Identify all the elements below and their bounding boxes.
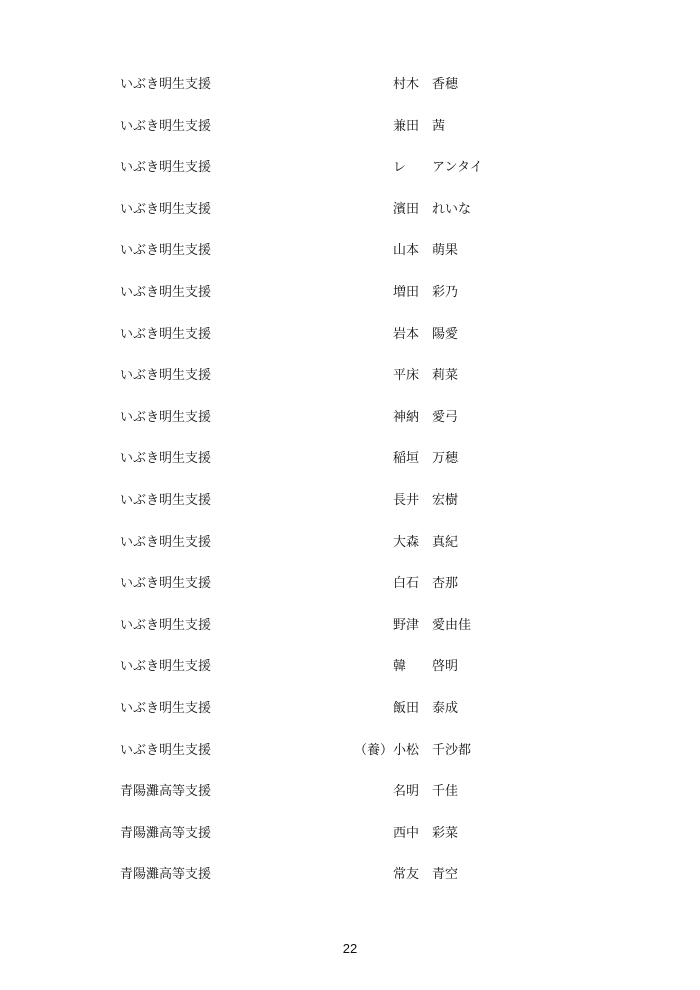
school-name: いぶき明生支援 xyxy=(120,576,212,592)
list-item xyxy=(0,656,700,698)
list-item xyxy=(0,532,700,574)
student-surname: 白石 xyxy=(393,576,420,592)
student-given-name: 万穂 xyxy=(432,451,459,467)
school-name: いぶき明生支援 xyxy=(120,368,212,384)
school-name: いぶき明生支援 xyxy=(120,160,212,176)
school-name: いぶき明生支援 xyxy=(120,617,212,633)
school-name: いぶき明生支援 xyxy=(120,742,212,758)
student-given-name: 杏那 xyxy=(432,576,459,592)
student-surname: 韓 xyxy=(393,659,407,675)
list-item xyxy=(0,781,700,823)
page-number: 22 xyxy=(342,941,358,956)
student-surname: 飯田 xyxy=(393,700,420,716)
student-given-name: 千沙都 xyxy=(432,742,472,758)
school-name: いぶき明生支援 xyxy=(120,284,212,300)
student-given-name: 宏樹 xyxy=(432,492,459,508)
school-name: 青陽灘高等支援 xyxy=(120,825,212,841)
school-name: いぶき明生支援 xyxy=(120,326,212,342)
school-name: 青陽灘高等支援 xyxy=(120,784,212,800)
list-item xyxy=(0,116,700,158)
list-item xyxy=(0,740,700,782)
school-name: いぶき明生支援 xyxy=(120,534,212,550)
student-surname: レ xyxy=(393,160,407,176)
school-name: いぶき明生支援 xyxy=(120,409,212,425)
student-given-name: 彩乃 xyxy=(432,284,459,300)
list-item xyxy=(0,615,700,657)
school-name: いぶき明生支援 xyxy=(120,451,212,467)
school-name: いぶき明生支援 xyxy=(120,243,212,259)
student-surname: 野津 xyxy=(393,617,420,633)
student-surname: 山本 xyxy=(393,243,420,259)
school-name: 青陽灘高等支援 xyxy=(120,867,212,883)
entry-list xyxy=(0,74,700,906)
school-name: いぶき明生支援 xyxy=(120,659,212,675)
list-item xyxy=(0,74,700,116)
student-surname: 平床 xyxy=(393,368,420,384)
student-surname: 常友 xyxy=(393,867,420,883)
list-item xyxy=(0,448,700,490)
student-surname: 兼田 xyxy=(393,118,420,134)
school-name: いぶき明生支援 xyxy=(120,118,212,134)
student-given-name: 彩菜 xyxy=(432,825,459,841)
student-surname: 岩本 xyxy=(393,326,420,342)
school-name: いぶき明生支援 xyxy=(120,77,212,92)
list-item xyxy=(0,864,700,906)
student-given-name: 啓明 xyxy=(432,659,459,675)
list-item xyxy=(0,698,700,740)
student-given-name: 青空 xyxy=(432,867,459,883)
student-given-name: 香穂 xyxy=(432,77,459,92)
list-item xyxy=(0,490,700,532)
student-given-name: 茜 xyxy=(432,118,446,134)
student-given-name: 萌果 xyxy=(432,243,459,259)
student-surname: 大森 xyxy=(393,534,420,550)
student-given-name: れいな xyxy=(432,201,472,217)
student-given-name: 真紀 xyxy=(432,534,459,550)
student-given-name: 愛由佳 xyxy=(432,617,472,633)
student-surname: 増田 xyxy=(393,284,420,300)
list-item xyxy=(0,240,700,282)
student-surname: 濱田 xyxy=(393,201,420,217)
list-item xyxy=(0,157,700,199)
list-item xyxy=(0,407,700,449)
list-item xyxy=(0,365,700,407)
student-given-name: アンタイ xyxy=(432,160,483,176)
student-surname: 長井 xyxy=(393,492,420,508)
school-name: いぶき明生支援 xyxy=(120,492,212,508)
student-surname: 稲垣 xyxy=(393,451,420,467)
entry-mark: （養） xyxy=(354,742,394,758)
student-surname: 村木 xyxy=(393,77,420,92)
student-given-name: 泰成 xyxy=(432,700,459,716)
student-surname: 名明 xyxy=(393,784,420,800)
student-given-name: 愛弓 xyxy=(432,409,459,425)
list-item xyxy=(0,573,700,615)
list-item xyxy=(0,823,700,865)
list-item xyxy=(0,324,700,366)
student-given-name: 莉菜 xyxy=(432,368,459,384)
student-given-name: 陽愛 xyxy=(432,326,459,342)
student-surname: 西中 xyxy=(393,825,420,841)
list-item xyxy=(0,282,700,324)
list-item xyxy=(0,199,700,241)
student-surname: 小松 xyxy=(393,742,420,758)
student-surname: 神納 xyxy=(393,409,420,425)
student-given-name: 千佳 xyxy=(432,784,459,800)
school-name: いぶき明生支援 xyxy=(120,700,212,716)
school-name: いぶき明生支援 xyxy=(120,201,212,217)
